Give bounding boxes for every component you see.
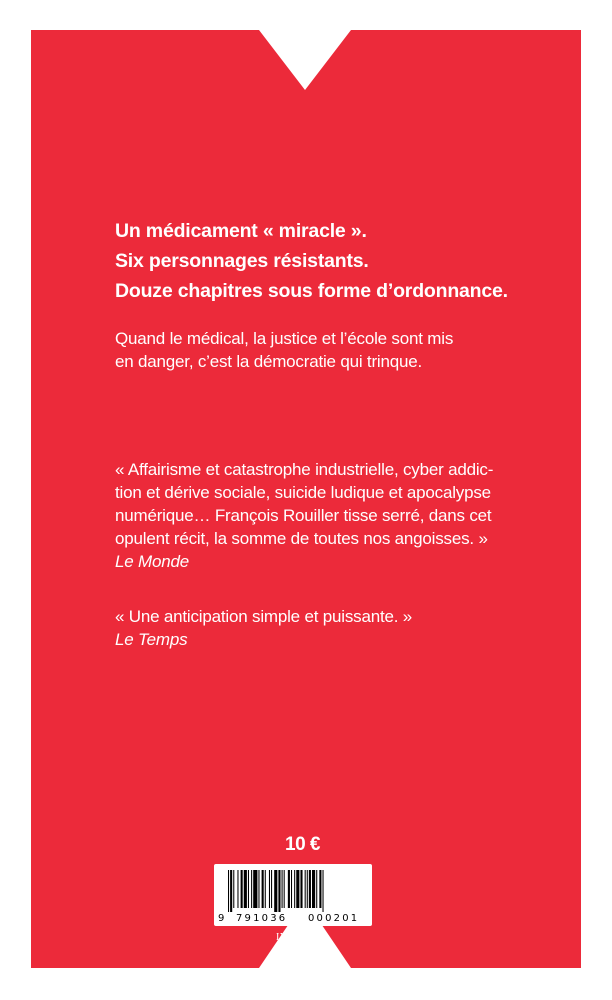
headline-line: Un médicament « miracle ».: [115, 220, 367, 242]
barcode-first-digit: 9: [218, 913, 225, 924]
barcode-bar: [251, 870, 252, 908]
quote-line: numérique… François Rouiller tisse serré, dans cet: [115, 506, 492, 525]
barcode-bar: [274, 870, 277, 912]
barcode-bar: [278, 870, 280, 912]
barcode-bar: [316, 870, 317, 908]
barcode: [214, 864, 372, 926]
headline: [115, 216, 515, 306]
barcode-bar: [233, 870, 234, 908]
barcode-bar: [309, 870, 311, 908]
intro-line: Quand le médical, la justice et l’école sont mis: [115, 329, 454, 348]
barcode-right-digits: 000201: [308, 913, 360, 924]
barcode-bar: [294, 870, 295, 908]
barcode-bar: [282, 870, 283, 908]
quote-line: « Une anticipation simple et puissante. »: [115, 607, 413, 626]
barcode-bar: [307, 870, 308, 908]
quote-line: « Affairisme et catastrophe industrielle, cyber addic-: [115, 460, 494, 479]
barcode-bar: [323, 870, 324, 912]
quote-source: Le Monde: [115, 552, 190, 571]
barcode-bar: [262, 870, 264, 908]
barcode-bar: [237, 870, 238, 908]
barcode-bar: [253, 870, 257, 908]
press-quote-le-monde: [115, 458, 515, 573]
barcode-bar: [312, 870, 315, 908]
barcode-bars: [214, 864, 372, 914]
barcode-bar: [265, 870, 266, 908]
quote-source: Le Temps: [115, 630, 188, 649]
headline-line: Six personnages résistants.: [115, 250, 369, 272]
barcode-bar: [230, 870, 232, 912]
intro-line: en danger, c’est la démocratie qui trinque.: [115, 352, 423, 371]
quote-line: opulent récit, la somme de toutes nos angoisses. »: [115, 529, 488, 548]
print-code: IX-19: [276, 932, 300, 943]
barcode-bar: [296, 870, 299, 908]
barcode-bar: [271, 870, 272, 908]
barcode-bar: [288, 870, 290, 908]
price: 10 €: [285, 834, 320, 855]
barcode-bar: [291, 870, 292, 908]
barcode-bar: [269, 870, 270, 908]
barcode-left-digits: 791036: [236, 913, 288, 924]
barcode-bar: [248, 870, 249, 908]
barcode-bar: [284, 870, 285, 908]
barcode-bar: [305, 870, 306, 908]
intro-paragraph: [115, 327, 515, 373]
barcode-bar: [258, 870, 259, 908]
press-quote-le-temps: [115, 605, 515, 651]
quote-line: tion et dérive sociale, suicide ludique et apocalypse: [115, 483, 491, 502]
barcode-bar: [319, 870, 321, 908]
barcode-bar: [228, 870, 229, 912]
barcode-bar: [244, 870, 247, 908]
barcode-bar: [241, 870, 243, 908]
headline-line: Douze chapitres sous forme d’ordonnance.: [115, 280, 508, 302]
barcode-bar: [300, 870, 302, 908]
